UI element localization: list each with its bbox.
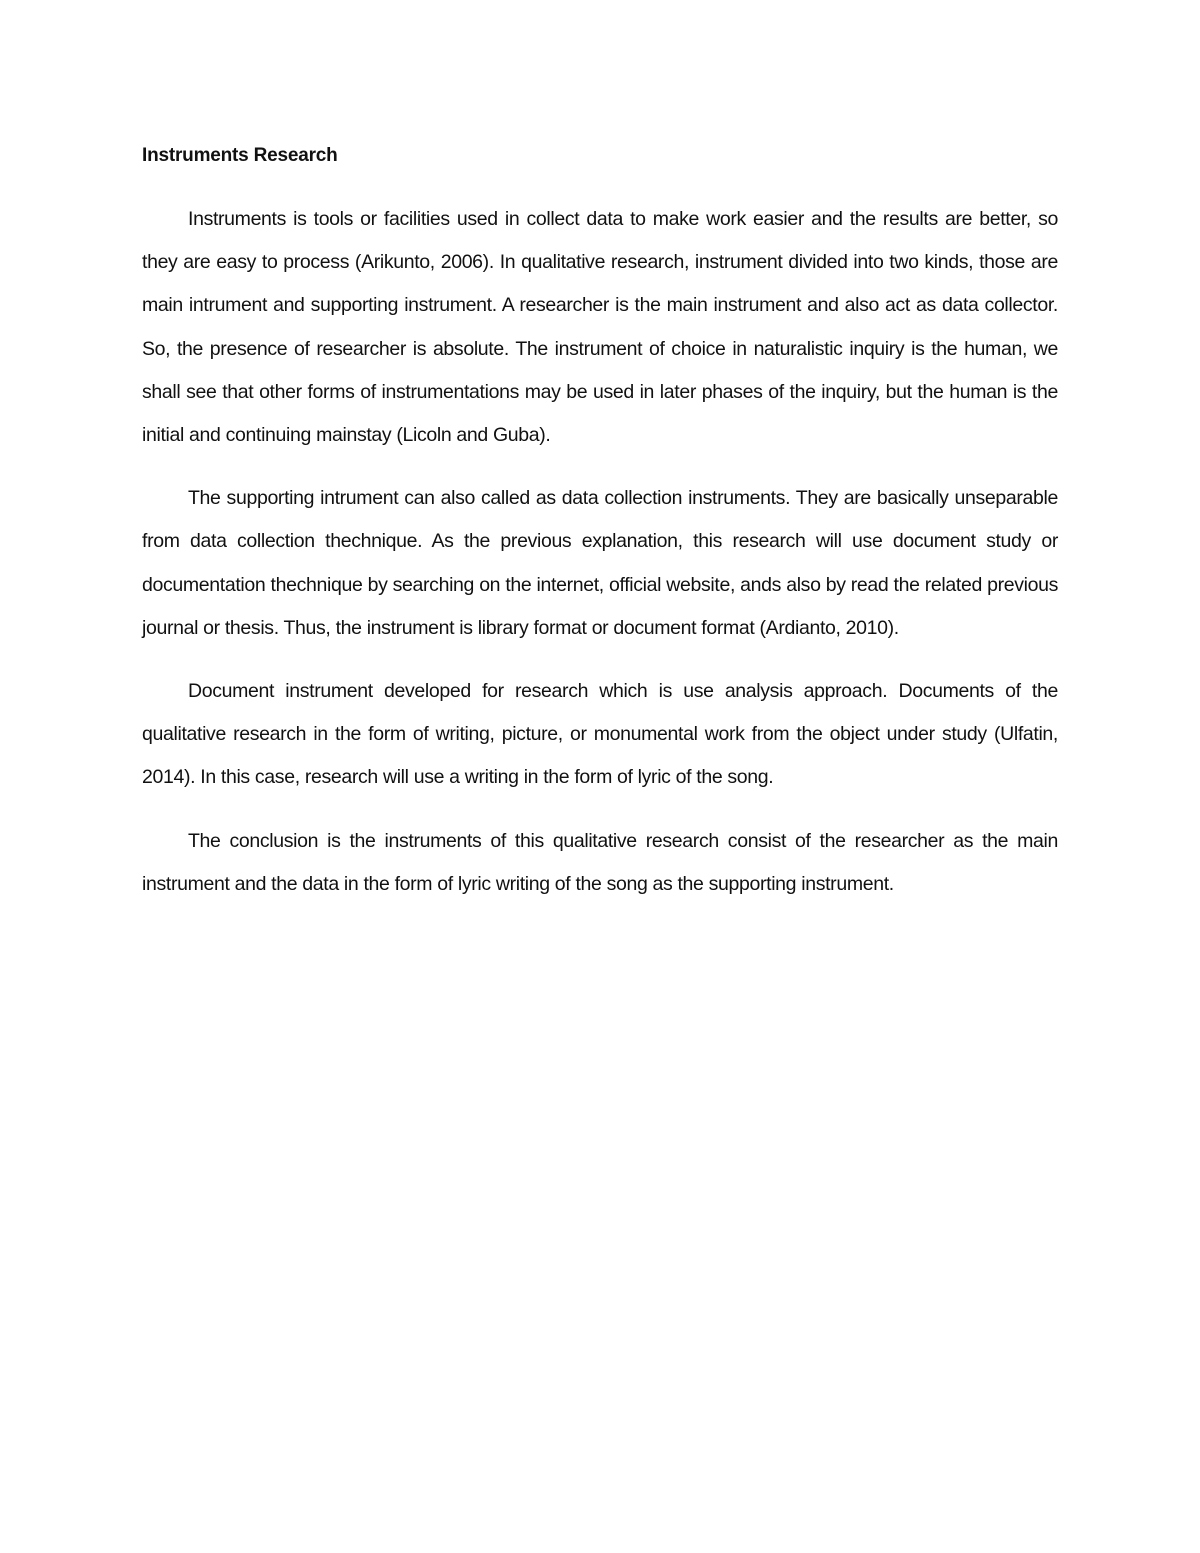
document-body [142,140,1058,926]
document-title: Instruments Research [142,145,338,166]
paragraph-document-instrument: Document instrument developed for research which is use analysis approach. Documents of the qualitative research in the form of writing, picture, or monumental work from the object under study (Ulfatin, 2014). In this case, research will use a writing in the form of lyric of the song. [142,680,1058,789]
paragraph-conclusion: The conclusion is the instruments of this qualitative research consist of the researcher as the main instrument and the data in the form of lyric writing of the song as the supporting instrument. [142,829,1058,895]
paragraph-instruments-definition: Instruments is tools or facilities used in collect data to make work easier and the results are better, so they are easy to process (Arikunto, 2006). In qualitative research, instrument divided into two kinds, those are main intrument and supporting instrument. A researcher is the main instrument and also act as data collector. So, the presence of researcher is absolute. The instrument of choice in naturalistic inquiry is the human, we shall see that other forms of instrumentations may be used in later phases of the inquiry, but the human is the initial and continuing mainstay (Licoln and Guba). [142,208,1058,447]
paragraph-supporting-instrument: The supporting intrument can also called as data collection instruments. They are basically unseparable from data collection thechnique. As the previous explanation, this research will use document study or documentation thechnique by searching on the internet, official website, ands also by read the related previous journal or thesis. Thus, the instrument is library format or document format (Ardianto, 2010). [142,487,1058,639]
